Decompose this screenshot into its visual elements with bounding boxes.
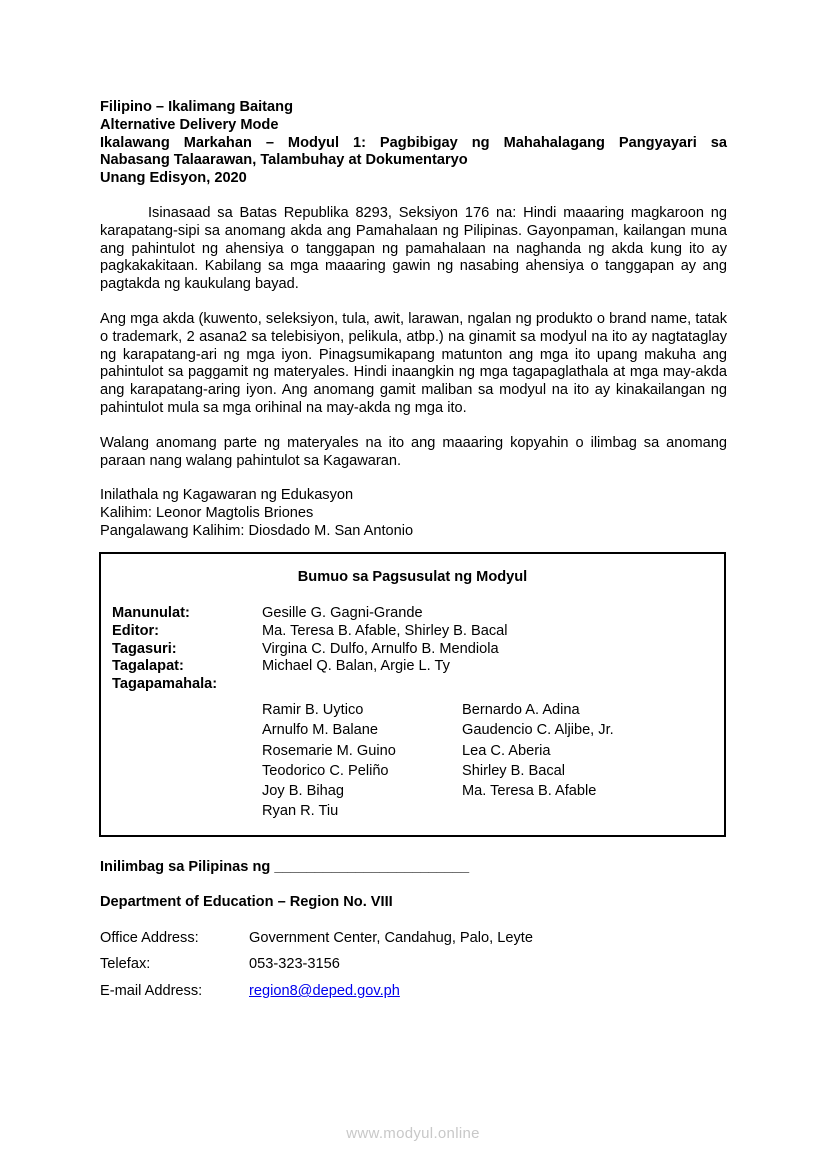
management-member: Ma. Teresa B. Afable <box>462 783 597 800</box>
role-value: Ma. Teresa B. Afable, Shirley B. Bacal <box>262 623 508 639</box>
contact-value: 053-323-3156 <box>249 956 340 972</box>
management-member: Ryan R. Tiu <box>262 803 339 820</box>
watermark: www.modyul.online <box>346 1125 480 1142</box>
role-label: Tagapamahala: <box>112 676 218 692</box>
undersecretary: Pangalawang Kalihim: Diosdado M. San Antonio <box>100 522 414 539</box>
contact-label: Telefax: <box>100 956 151 972</box>
role-value: Gesille G. Gagni-Grande <box>262 605 423 621</box>
subject-grade-title: Filipino – Ikalimang Baitang <box>100 99 293 115</box>
document-page <box>100 99 727 541</box>
contact-label: E-mail Address: <box>100 983 203 999</box>
credits-title: Bumuo sa Pagsusulat ng Modyul <box>297 569 528 585</box>
management-member: Ramir B. Uytico <box>262 702 364 718</box>
no-reproduction-paragraph: Walang anomang parte ng materyales na ito ang maaaring kopyahin o ilimbag sa anomang paraan nang walang pahintulot sa Kagawaran. <box>100 434 727 469</box>
module-title-line2: Nabasang Talaarawan, Talambuhay at Dokumentaryo <box>100 152 468 169</box>
management-member: Shirley B. Bacal <box>462 762 566 779</box>
management-member: Rosemarie M. Guino <box>262 742 396 759</box>
role-value: Virgina C. Dulfo, Arnulfo B. Mendiola <box>262 641 499 657</box>
management-list-left <box>262 700 396 822</box>
role-label: Tagalapat: <box>112 658 184 674</box>
email-link[interactable]: region8@deped.gov.ph <box>249 983 400 999</box>
contact-value: Government Center, Candahug, Palo, Leyte <box>249 930 533 946</box>
copyright-law-paragraph: Isinasaad sa Batas Republika 8293, Seksiyon 176 na: Hindi maaaring magkaroon ng karapatang-sipi sa anomang akda ang Pamahalaan ng Pilipinas. Gayonpaman, kailangan muna ang pahintulot ng ahensiya o tanggapan ng pamahalaan na naghanda ng akda kung ito ay pagkakakitaan. Kabilang sa mga maaaring gawin ng nasabing ahensiya o tanggapan ay ang pagtakda ng kaukulang bayad. <box>100 204 727 293</box>
role-value: Michael Q. Balan, Argie L. Ty <box>262 658 450 674</box>
management-member: Teodorico C. Peliño <box>262 762 389 779</box>
printed-in-line: Inilimbag sa Pilipinas ng ________________________ <box>100 859 470 875</box>
management-member: Lea C. Aberia <box>462 742 551 759</box>
third-party-works-paragraph: Ang mga akda (kuwento, seleksiyon, tula, awit, larawan, ngalan ng produkto o brand name, tatak o trademark, 2 asana2 sa telebisiyon, pelikula, atbp.) na ginamit sa modyul na ito ay nagtataglay ng karapatang-ari ng mga iyon. Pinagsumikapang matunton ang mga ito upang makuha ang pahintulot sa paggamit ng materyales. Hindi inaangkin ng mga tagapaglathala at mga may-akda ang karapatang-aring iyon. Ang anomang gamit maliban sa modyul na ito ay kinakailangan ng pahintulot mula sa mga orihinal na may-akda ng mga ito. <box>100 310 727 416</box>
edition-title: Unang Edisyon, 2020 <box>100 170 247 187</box>
management-member: Gaudencio C. Aljibe, Jr. <box>462 722 614 739</box>
publisher-block <box>100 487 727 540</box>
module-title-line1: Ikalawang Markahan – Modyul 1: Pagbibigay ng Mahahalagang Pangyayari sa <box>100 134 727 151</box>
published-by: Inilathala ng Kagawaran ng Edukasyon <box>100 487 354 504</box>
department-name: Department of Education – Region No. VIII <box>100 894 393 910</box>
delivery-mode-title: Alternative Delivery Mode <box>100 116 279 133</box>
management-member: Arnulfo M. Balane <box>262 722 379 739</box>
management-member: Joy B. Bihag <box>262 783 344 800</box>
management-list-right <box>462 700 614 801</box>
management-member: Bernardo A. Adina <box>462 702 580 718</box>
role-label: Tagasuri: <box>112 641 177 657</box>
title-block <box>100 99 727 188</box>
contact-label: Office Address: <box>100 930 199 946</box>
credits-box <box>99 552 726 837</box>
secretary: Kalihim: Leonor Magtolis Briones <box>100 505 314 522</box>
role-label: Manunulat: <box>112 605 190 621</box>
role-label: Editor: <box>112 623 160 639</box>
